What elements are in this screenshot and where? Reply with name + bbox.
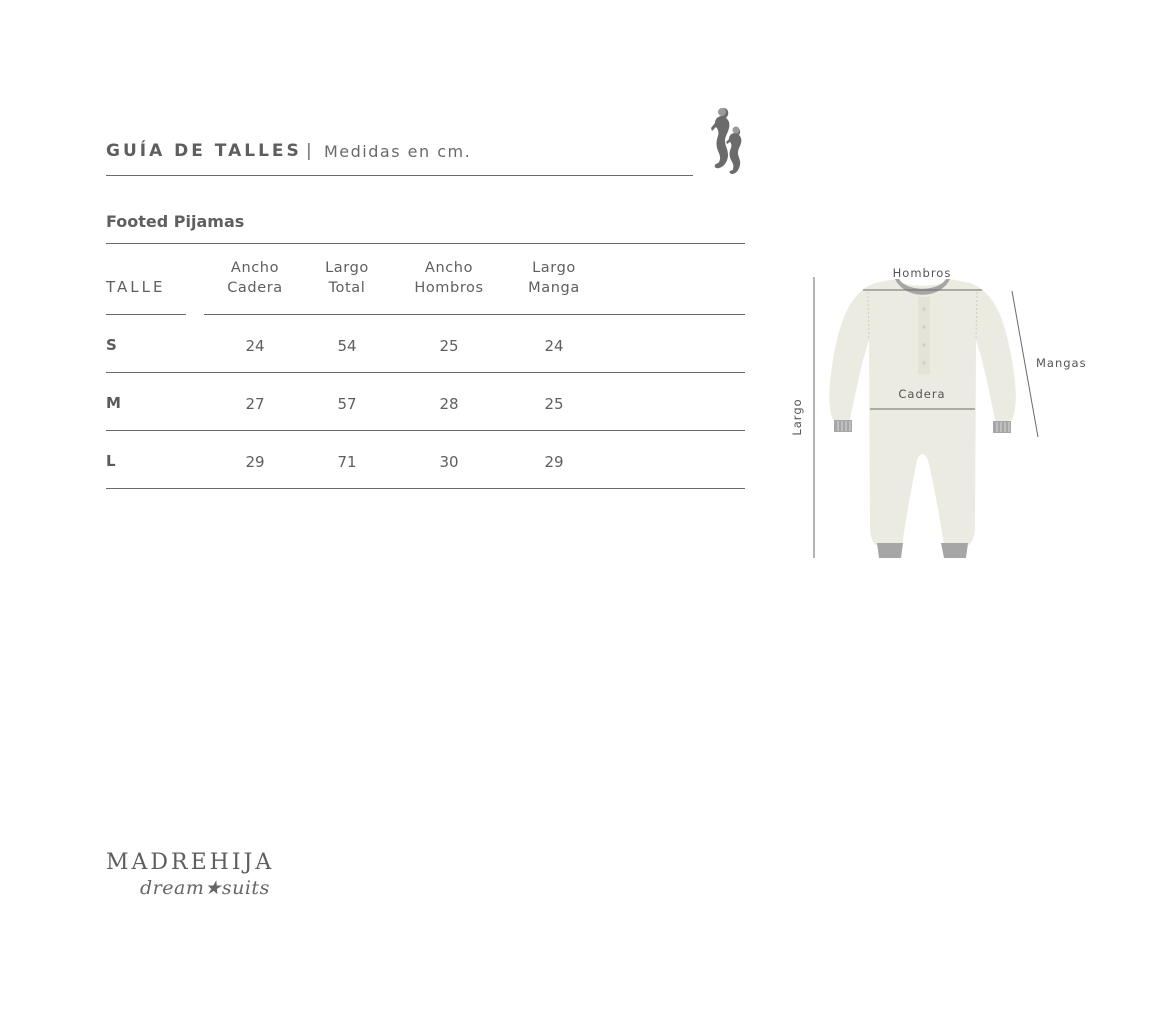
brand-logo-text: MADREHIJA <box>106 850 275 875</box>
seahorse-logo-icon <box>703 106 749 181</box>
button-dot <box>922 343 925 346</box>
left-foot-shape <box>877 543 903 558</box>
table-cell: 57 <box>337 395 357 413</box>
row-size-label: L <box>106 452 116 470</box>
header-divider <box>106 175 693 176</box>
column-header-line: Ancho <box>424 260 474 276</box>
column-header-largo-total <box>312 258 382 298</box>
column-header-line: Cadera <box>227 280 283 296</box>
table-cell: 54 <box>337 337 357 355</box>
mangas-measure-line <box>1012 291 1038 437</box>
row-divider <box>106 430 745 431</box>
right-cuff-shape <box>993 421 1011 433</box>
page-title: GUÍA DE TALLES <box>106 141 302 161</box>
garment-diagram <box>780 255 1120 575</box>
cadera-label: Cadera <box>898 387 946 401</box>
button-dot <box>922 307 925 310</box>
hombros-label: Hombros <box>892 266 952 280</box>
table-cell: 71 <box>337 453 357 471</box>
column-header-ancho-hombros <box>404 258 494 298</box>
column-header-line: Ancho <box>230 260 280 276</box>
mangas-label: Mangas <box>1036 356 1087 370</box>
table-cell: 29 <box>245 453 265 471</box>
table-cell: 24 <box>544 337 564 355</box>
largo-label: Largo <box>790 398 804 436</box>
product-title: Footed Pijamas <box>106 212 245 231</box>
button-dot <box>922 325 925 328</box>
page-subtitle: Medidas en cm. <box>324 142 472 161</box>
table-cell: 25 <box>544 395 564 413</box>
row-size-label: S <box>106 336 117 354</box>
size-header-divider <box>106 314 186 315</box>
table-cell: 24 <box>245 337 265 355</box>
table-cell: 29 <box>544 453 564 471</box>
row-divider <box>106 488 745 489</box>
right-foot-shape <box>941 543 968 558</box>
column-header-line: Hombros <box>414 280 484 296</box>
table-cell: 30 <box>439 453 459 471</box>
left-cuff-shape <box>834 420 852 432</box>
product-title-divider <box>106 243 745 244</box>
size-column-header: TALLE <box>106 278 166 296</box>
columns-header-divider <box>204 314 745 315</box>
row-divider <box>106 372 745 373</box>
column-header-line: Largo <box>325 260 369 276</box>
table-cell: 28 <box>439 395 459 413</box>
column-header-line: Manga <box>528 280 580 296</box>
row-size-label: M <box>106 394 121 412</box>
brand-tagline: dream★suits <box>140 877 270 899</box>
table-cell: 25 <box>439 337 459 355</box>
column-header-line: Largo <box>532 260 576 276</box>
column-header-ancho-cadera <box>220 258 290 298</box>
column-header-line: Total <box>328 280 366 296</box>
button-dot <box>922 361 925 364</box>
title-separator: | <box>306 141 312 161</box>
table-cell: 27 <box>245 395 265 413</box>
column-header-largo-manga <box>519 258 589 298</box>
